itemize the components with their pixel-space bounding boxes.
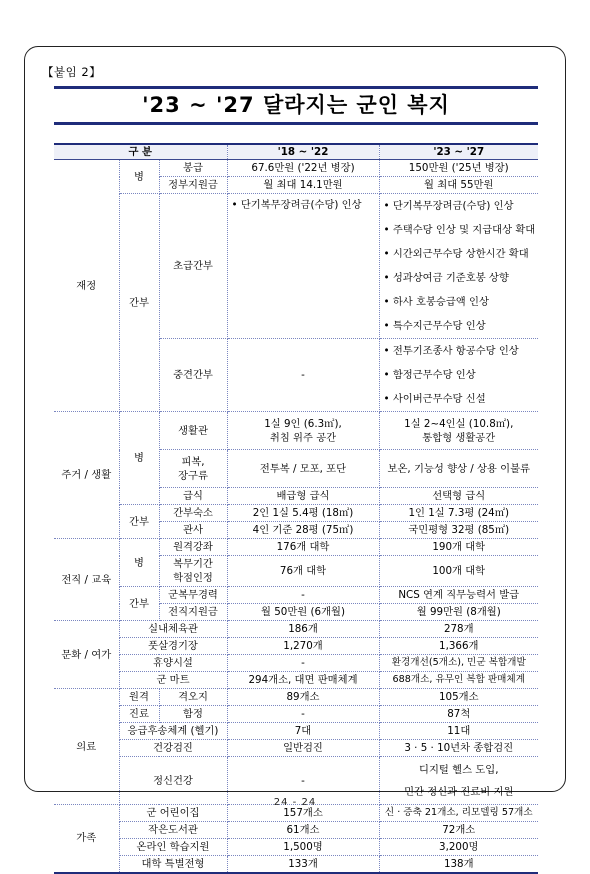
- item-label: 함정: [159, 706, 227, 723]
- value-old: 61개소: [227, 822, 379, 839]
- group-byeong: 병: [119, 160, 159, 194]
- group-byeong: 병: [119, 539, 159, 587]
- category-medical: 의료: [54, 689, 119, 805]
- value-line: 1실 9인 (6.3㎡),: [264, 417, 342, 430]
- value-old: 89개소: [227, 689, 379, 706]
- list-item: • 성과상여금 기준호봉 상향: [383, 272, 509, 284]
- title-rule-bottom: [54, 122, 538, 125]
- group-byeong: 병: [119, 412, 159, 505]
- item-label: 초급간부: [159, 194, 227, 339]
- value-line: 민간 정신과 진료비 지원: [404, 785, 514, 798]
- value-old: 157개소: [227, 805, 379, 822]
- value-old: -: [227, 587, 379, 604]
- table-row: [54, 822, 538, 839]
- value-old: -: [227, 339, 379, 412]
- value-new: 월 99만원 (8개월): [379, 604, 538, 621]
- item-label: 봉급: [159, 160, 227, 177]
- list-item: • 특수지근무수당 인상: [383, 320, 486, 332]
- value-old: 186개: [227, 621, 379, 638]
- value-old: 67.6만원 ('22년 병장): [227, 160, 379, 177]
- value-old: 4인 기준 28평 (75㎡): [227, 522, 379, 539]
- value-old: 2인 1실 5.4평 (18㎡): [227, 505, 379, 522]
- value-old: 월 최대 14.1만원: [227, 177, 379, 194]
- category-career: 전직 / 교육: [54, 539, 119, 621]
- table-row: [54, 160, 538, 177]
- value-old: 일반검진: [227, 740, 379, 757]
- value-new: 150만원 ('25년 병장): [379, 160, 538, 177]
- header-gubun: 구 분: [54, 144, 227, 160]
- item-label: [159, 450, 227, 488]
- value-old: -: [227, 757, 379, 805]
- header-period-new: '23 ~ '27: [379, 144, 538, 160]
- list-item: • 하사 호봉승급액 인상: [383, 296, 489, 308]
- table-row: [54, 723, 538, 740]
- item-label: 작은도서관: [119, 822, 227, 839]
- table-row: [54, 689, 538, 706]
- item-label: 간부숙소: [159, 505, 227, 522]
- value-old: 1,500명: [227, 839, 379, 856]
- value-new: 688개소, 유무인 복합 판매체계: [379, 672, 538, 689]
- value-old: 294개소, 대면 판매체계: [227, 672, 379, 689]
- attachment-label: 【붙임 2】: [42, 65, 102, 79]
- list-item: • 전투기조종사 항공수당 인상: [383, 345, 519, 357]
- value-new: 국민평형 32평 (85㎡): [379, 522, 538, 539]
- item-label: 온라인 학습지원: [119, 839, 227, 856]
- value-line: 디지털 헬스 도입,: [419, 763, 499, 776]
- value-new: 신 · 증축 21개소, 리모델링 57개소: [379, 805, 538, 822]
- item-label: [159, 556, 227, 587]
- value-old: 배급형 급식: [227, 488, 379, 505]
- value-old: -: [227, 706, 379, 723]
- category-culture: 문화 / 여가: [54, 621, 119, 689]
- table-row: [54, 587, 538, 604]
- value-new: 87척: [379, 706, 538, 723]
- list-item: • 주택수당 인상 및 지급대상 확대: [383, 224, 536, 236]
- value-new: NCS 연계 직무능력서 발급: [379, 587, 538, 604]
- table-row: [54, 412, 538, 450]
- group-ganbu: 간부: [119, 194, 159, 412]
- table-row: [54, 740, 538, 757]
- value-new-list: [379, 194, 538, 339]
- table-row: [54, 856, 538, 873]
- value-new: 1,366개: [379, 638, 538, 655]
- value-old: [227, 412, 379, 450]
- category-housing: 주거 / 생활: [54, 412, 119, 539]
- value-new: 환경개선(5개소), 민군 복합개발: [379, 655, 538, 672]
- value-new: [379, 412, 538, 450]
- value-new: 월 최대 55만원: [379, 177, 538, 194]
- label-line: 학점인정: [173, 572, 213, 584]
- item-label: 풋살경기장: [119, 638, 227, 655]
- value-new-list: [379, 339, 538, 412]
- table-row: [54, 638, 538, 655]
- value-new: 190개 대학: [379, 539, 538, 556]
- category-family: 가족: [54, 805, 119, 873]
- value-old: 월 50만원 (6개월): [227, 604, 379, 621]
- list-item: • 시간외근무수당 상한시간 확대: [383, 248, 529, 260]
- group-wongyeok: 원격: [119, 689, 159, 706]
- item-label: 응급후송체계 (헬기): [119, 723, 227, 740]
- value-new: 11대: [379, 723, 538, 740]
- group-ganbu: 간부: [119, 505, 159, 539]
- item-label: 실내체육관: [119, 621, 227, 638]
- value-new: 선택형 급식: [379, 488, 538, 505]
- header-period-old: '18 ~ '22: [227, 144, 379, 160]
- value-old: 7대: [227, 723, 379, 740]
- value-old: -: [227, 655, 379, 672]
- value-old: • 단기복무장려금(수당) 인상: [227, 194, 379, 339]
- item-label: 급식: [159, 488, 227, 505]
- value-old: 전투복 / 모포, 포단: [227, 450, 379, 488]
- category-finance: 재정: [54, 160, 119, 412]
- value-old: 1,270개: [227, 638, 379, 655]
- item-label: 전직지원금: [159, 604, 227, 621]
- value-new: 보온, 기능성 향상 / 상용 이불류: [379, 450, 538, 488]
- value-new: 3,200명: [379, 839, 538, 856]
- item-label: 생활관: [159, 412, 227, 450]
- table-row: [54, 839, 538, 856]
- value-new: 72개소: [379, 822, 538, 839]
- table-row: [54, 706, 538, 723]
- item-label: 군 마트: [119, 672, 227, 689]
- item-label: 관사: [159, 522, 227, 539]
- table-header-row: [54, 144, 538, 160]
- label-line: 복무기간: [173, 558, 213, 570]
- value-line: 취침 위주 공간: [269, 431, 337, 444]
- table-row: [54, 655, 538, 672]
- label-line: 피복,: [181, 455, 205, 468]
- item-label: 중견간부: [159, 339, 227, 412]
- item-label: 군복무경력: [159, 587, 227, 604]
- item-label: 군 어린이집: [119, 805, 227, 822]
- list-item: • 함정근무수당 인상: [383, 369, 476, 381]
- welfare-table: [54, 143, 538, 874]
- item-label: 정신건강: [119, 757, 227, 805]
- item-label: 정부지원금: [159, 177, 227, 194]
- value-line: 1실 2~4인실 (10.8㎡),: [404, 417, 514, 430]
- item-label: 격오지: [159, 689, 227, 706]
- list-item: • 단기복무장려금(수당) 인상: [383, 200, 514, 212]
- bullet-list: [384, 194, 537, 338]
- item-label: 대학 특별전형: [119, 856, 227, 873]
- page-number: 24 - 24: [273, 797, 317, 808]
- value-line: 통합형 생활공간: [422, 431, 496, 444]
- value-old: 176개 대학: [227, 539, 379, 556]
- table-row: [54, 539, 538, 556]
- table-row: [54, 621, 538, 638]
- bullet-list: [384, 339, 537, 411]
- value-new: 278개: [379, 621, 538, 638]
- table-row: [54, 505, 538, 522]
- table-row: [54, 672, 538, 689]
- group-jinryo: 진료: [119, 706, 159, 723]
- value-old: 133개: [227, 856, 379, 873]
- value-new: 3 · 5 · 10년차 종합검진: [379, 740, 538, 757]
- value-new: 105개소: [379, 689, 538, 706]
- item-label: 건강검진: [119, 740, 227, 757]
- value-old: 76개 대학: [227, 556, 379, 587]
- page-title: '23 ~ '27 달라지는 군인 복지: [142, 93, 450, 117]
- item-label: 휴양시설: [119, 655, 227, 672]
- list-item: • 사이버근무수당 신설: [383, 393, 486, 405]
- group-ganbu: 간부: [119, 587, 159, 621]
- label-line: 장구류: [178, 469, 208, 482]
- value-new: 1인 1실 7.3평 (24㎡): [379, 505, 538, 522]
- item-label: 원격강좌: [159, 539, 227, 556]
- value-new: 100개 대학: [379, 556, 538, 587]
- value-new: 138개: [379, 856, 538, 873]
